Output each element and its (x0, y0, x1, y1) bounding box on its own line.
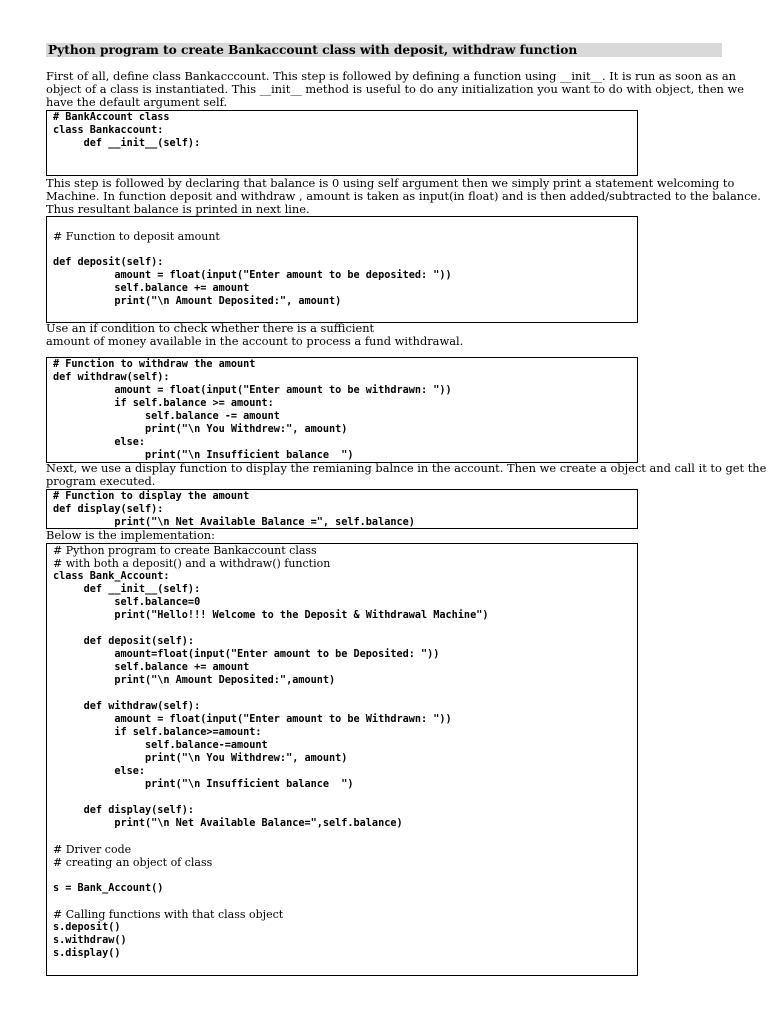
document-title: Python program to create Bankaccount class with deposit, withdraw function (46, 43, 722, 57)
code-line: print("\n Insufficient balance ") (53, 779, 354, 790)
paragraph-line: Next, we use a display function to display the remianing balnce in the account. Then we create a object and call it to get the (46, 461, 767, 475)
code-line: s.deposit() (53, 922, 121, 933)
code-line: def deposit(self): (53, 257, 164, 268)
code-line: print("\n You Withdrew:", amount) (53, 753, 348, 764)
code-line (53, 895, 637, 908)
code-line: print("Hello!!! Welcome to the Deposit & Withdrawal Machine") (53, 610, 489, 621)
withdraw-explanation-paragraph (46, 322, 726, 348)
code-line: # Function to display the amount (53, 491, 250, 502)
code-line: class Bank_Account: (53, 571, 170, 582)
code-line: else: (53, 766, 146, 777)
code-line: self.balance += amount (53, 283, 250, 294)
code-line: print("\n Net Available Balance=",self.balance) (53, 818, 403, 829)
deposit-explanation-paragraph (46, 176, 761, 217)
code-box-class-definition (46, 110, 638, 176)
code-line (53, 687, 637, 700)
code-box-display (46, 489, 638, 529)
code-line: self.balance=0 (53, 597, 201, 608)
code-line (53, 830, 637, 843)
code-line (53, 869, 637, 882)
paragraph-line: program executed. (46, 474, 156, 489)
code-comment: # Calling functions with that class object (53, 908, 284, 921)
paragraph-line: Below is the implementation: (46, 528, 215, 542)
code-line: if self.balance>=amount: (53, 727, 262, 738)
code-line: def __init__(self): (53, 138, 201, 149)
code-line: print("\n Amount Deposited:",amount) (53, 675, 336, 686)
code-line: class Bankaccount: (53, 125, 164, 136)
code-box-withdraw (46, 357, 638, 463)
code-box-deposit (46, 216, 638, 323)
paragraph-line: amount of money available in the account to process a fund withdrawal. (46, 334, 464, 349)
code-line: def withdraw(self): (53, 701, 201, 712)
code-comment: # with both a deposit() and a withdraw() function (53, 557, 331, 570)
code-line: amount=float(input("Enter amount to be Deposited: ")) (53, 649, 440, 660)
code-line: s = Bank_Account() (53, 883, 164, 894)
code-line: amount = float(input("Enter amount to be Withdrawn: ")) (53, 714, 452, 725)
intro-line: object of a class is instantiated. This __init__ method is useful to do any initialization you want to do with object, then we (46, 82, 745, 97)
code-line: self.balance -= amount (53, 411, 280, 422)
code-line: # Function to withdraw the amount (53, 359, 256, 370)
code-line (53, 791, 637, 804)
code-line: s.withdraw() (53, 935, 127, 946)
code-line: amount = float(input("Enter amount to be deposited: ")) (53, 270, 452, 281)
code-line: # BankAccount class (53, 112, 170, 123)
implementation-label (46, 529, 726, 542)
code-line: if self.balance >= amount: (53, 398, 274, 409)
code-box-implementation (46, 543, 638, 976)
code-line: print("\n You Withdrew:", amount) (53, 424, 348, 435)
code-line: def withdraw(self): (53, 372, 170, 383)
code-line: def deposit(self): (53, 636, 195, 647)
display-explanation-paragraph (46, 461, 767, 489)
code-line: s.display() (53, 948, 121, 959)
paragraph-line: This step is followed by declaring that balance is 0 using self argument then we simply print a statement welcoming to (46, 176, 735, 190)
code-line: print("\n Insufficient balance ") (53, 450, 354, 461)
code-line: self.balance-=amount (53, 740, 268, 751)
paragraph-line: Use an if condition to check whether there is a sufficient (46, 321, 375, 335)
intro-line: First of all, define class Bankacccount. This step is followed by defining a function using __init__. It is run as soon as an (46, 69, 736, 83)
code-comment: # creating an object of class (53, 856, 213, 869)
code-line: else: (53, 437, 146, 448)
code-comment: # Python program to create Bankaccount class (53, 544, 317, 557)
code-line: self.balance += amount (53, 662, 250, 673)
code-line (53, 217, 637, 230)
code-comment: # Driver code (53, 843, 132, 856)
intro-line: have the default argument self. (46, 95, 228, 110)
paragraph-line: Thus resultant balance is printed in next line. (46, 202, 310, 217)
code-line: amount = float(input("Enter amount to be withdrawn: ")) (53, 385, 452, 396)
code-line (53, 622, 637, 635)
code-line (53, 243, 637, 256)
code-comment: # Function to deposit amount (53, 230, 220, 243)
code-line: def __init__(self): (53, 584, 201, 595)
code-line: def display(self): (53, 504, 164, 515)
intro-paragraph (46, 69, 745, 110)
paragraph-line: Machine. In function deposit and withdraw , amount is taken as input(in float) and is then added/subtracted to the balance. (46, 189, 761, 204)
code-line: print("\n Amount Deposited:", amount) (53, 296, 342, 307)
code-line: def display(self): (53, 805, 195, 816)
code-line: print("\n Net Available Balance =", self.balance) (53, 517, 415, 528)
